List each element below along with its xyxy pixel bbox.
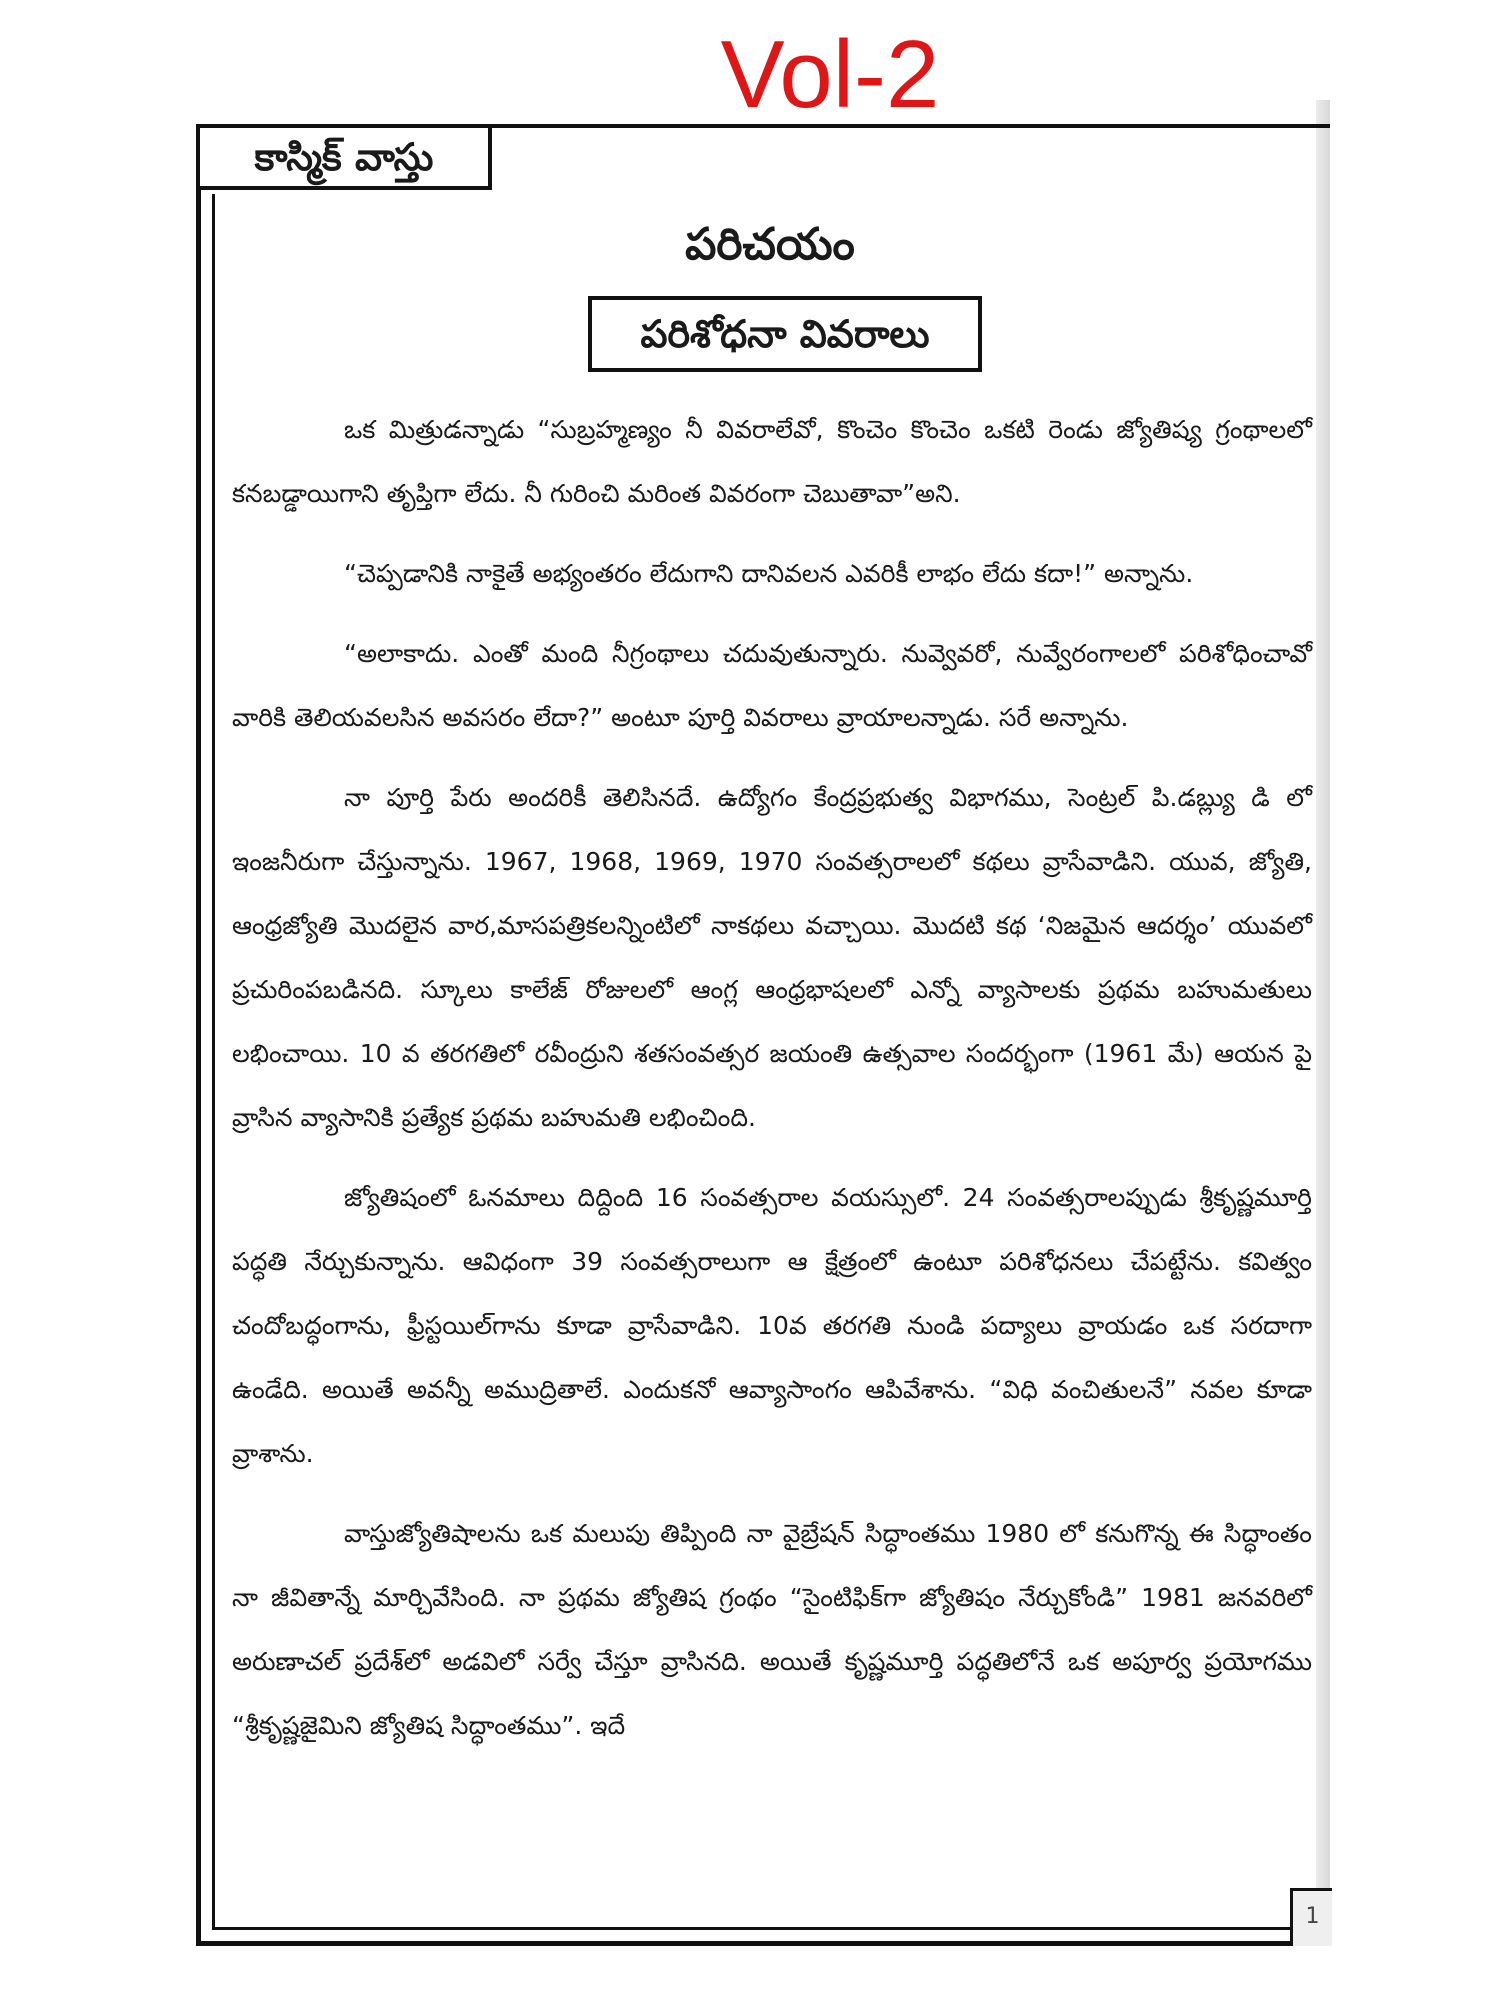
book-title-tab: కాస్మిక్ వాస్తు (196, 124, 492, 190)
paragraph: “అలాకాదు. ఎంతో మంది నీగ్రంథాలు చదువుతున్నారు. నువ్వెవరో, నువ్వేరంగాలలో పరిశోధించావో వారికి తెలియవలసిన అవసరం లేదా?” అంటూ పూర్తి వివరాలు వ్రాయాలన్నాడు. సరే అన్నాను. (232, 639, 1312, 732)
section-title: పరిశోధనా వివరాలు (588, 296, 982, 372)
paragraph: “చెప్పడానికి నాకైతే అభ్యంతరం లేదుగాని దానివలన ఎవరికీ లాభం లేదు కదా!” అన్నాను. (344, 559, 1194, 588)
chapter-title: పరిచయం (685, 219, 855, 270)
volume-label: Vol-2 (720, 21, 940, 128)
body-text (232, 398, 1312, 1774)
paragraph: వాస్తుజ్యోతిషాలను ఒక మలుపు తిప్పింది నా వైబ్రేషన్ సిద్ధాంతము 1980 లో కనుగొన్న ఈ సిద్ధాంతం నా జీవితాన్నే మార్చివేసింది. నా ప్రథమ జ్యోతిష గ్రంథం “సైంటిఫిక్‌గా జ్యోతిషం నేర్చుకోండి” 1981 జనవరిలో అరుణాచల్ ప్రదేశ్‌లో అడవిలో సర్వే చేస్తూ వ్రాసినది. అయితే కృష్ణమూర్తి పద్ధతిలోనే ఒక అపూర్వ ప్రయోగము “శ్రీకృష్ణజైమిని జ్యోతిష సిద్ధాంతము”. ఇదే (232, 1519, 1312, 1740)
paragraph: జ్యోతిషంలో ఓనమాలు దిద్దింది 16 సంవత్సరాల వయస్సులో. 24 సంవత్సరాలప్పుడు శ్రీకృష్ణమూర్తి పద్ధతి నేర్చుకున్నాను. ఆవిధంగా 39 సంవత్సరాలుగా ఆ క్షేత్రంలో ఉంటూ పరిశోధనలు చేపట్టేను. కవిత్వం చందోబద్ధంగాను, ఫ్రీస్టయిల్‌గాను కూడా వ్రాసేవాడిని. 10వ తరగతి నుండి పద్యాలు వ్రాయడం ఒక సరదాగా ఉండేది. అయితే అవన్నీ అముద్రితాలే. ఎందుకనో ఆవ్యాసాంగం ఆపివేశాను. “విధి వంచితులనే” నవల కూడా వ్రాశాను. (232, 1183, 1312, 1468)
page-number: 1 (1290, 1888, 1332, 1946)
paragraph: ఒక మిత్రుడన్నాడు “సుబ్రహ్మణ్యం నీ వివరాలేవో, కొంచెం కొంచెం ఒకటి రెండు జ్యోతిష్య గ్రంథాలలో కనబడ్డాయిగాని తృప్తిగా లేదు. నీ గురించి మరింత వివరంగా చెబుతావా”అని. (232, 415, 1312, 508)
paragraph: నా పూర్తి పేరు అందరికీ తెలిసినదే. ఉద్యోగం కేంద్రప్రభుత్వ విభాగము, సెంట్రల్ పి.డబ్ల్యు డి లో ఇంజనీరుగా చేస్తున్నాను. 1967, 1968, 1969, 1970 సంవత్సరాలలో కథలు వ్రాసేవాడిని. యువ, జ్యోతి, ఆంధ్రజ్యోతి మొదలైన వార,మాసపత్రికలన్నింటిలో నాకథలు వచ్చాయి. మొదటి కథ ‘నిజమైన ఆదర్శం’ యువలో ప్రచురింపబడినది. స్కూలు కాలేజ్ రోజులలో ఆంగ్ల ఆంధ్రభాషలలో ఎన్నో వ్యాసాలకు ప్రథమ బహుమతులు లభించాయి. 10 వ తరగతిలో రవీంద్రుని శతసంవత్సర జయంతి ఉత్సవాల సందర్భంగా (1961 మే) ఆయన పై వ్రాసిన వ్యాసానికి ప్రత్యేక ప్రథమ బహుమతి లభించింది. (232, 783, 1312, 1132)
